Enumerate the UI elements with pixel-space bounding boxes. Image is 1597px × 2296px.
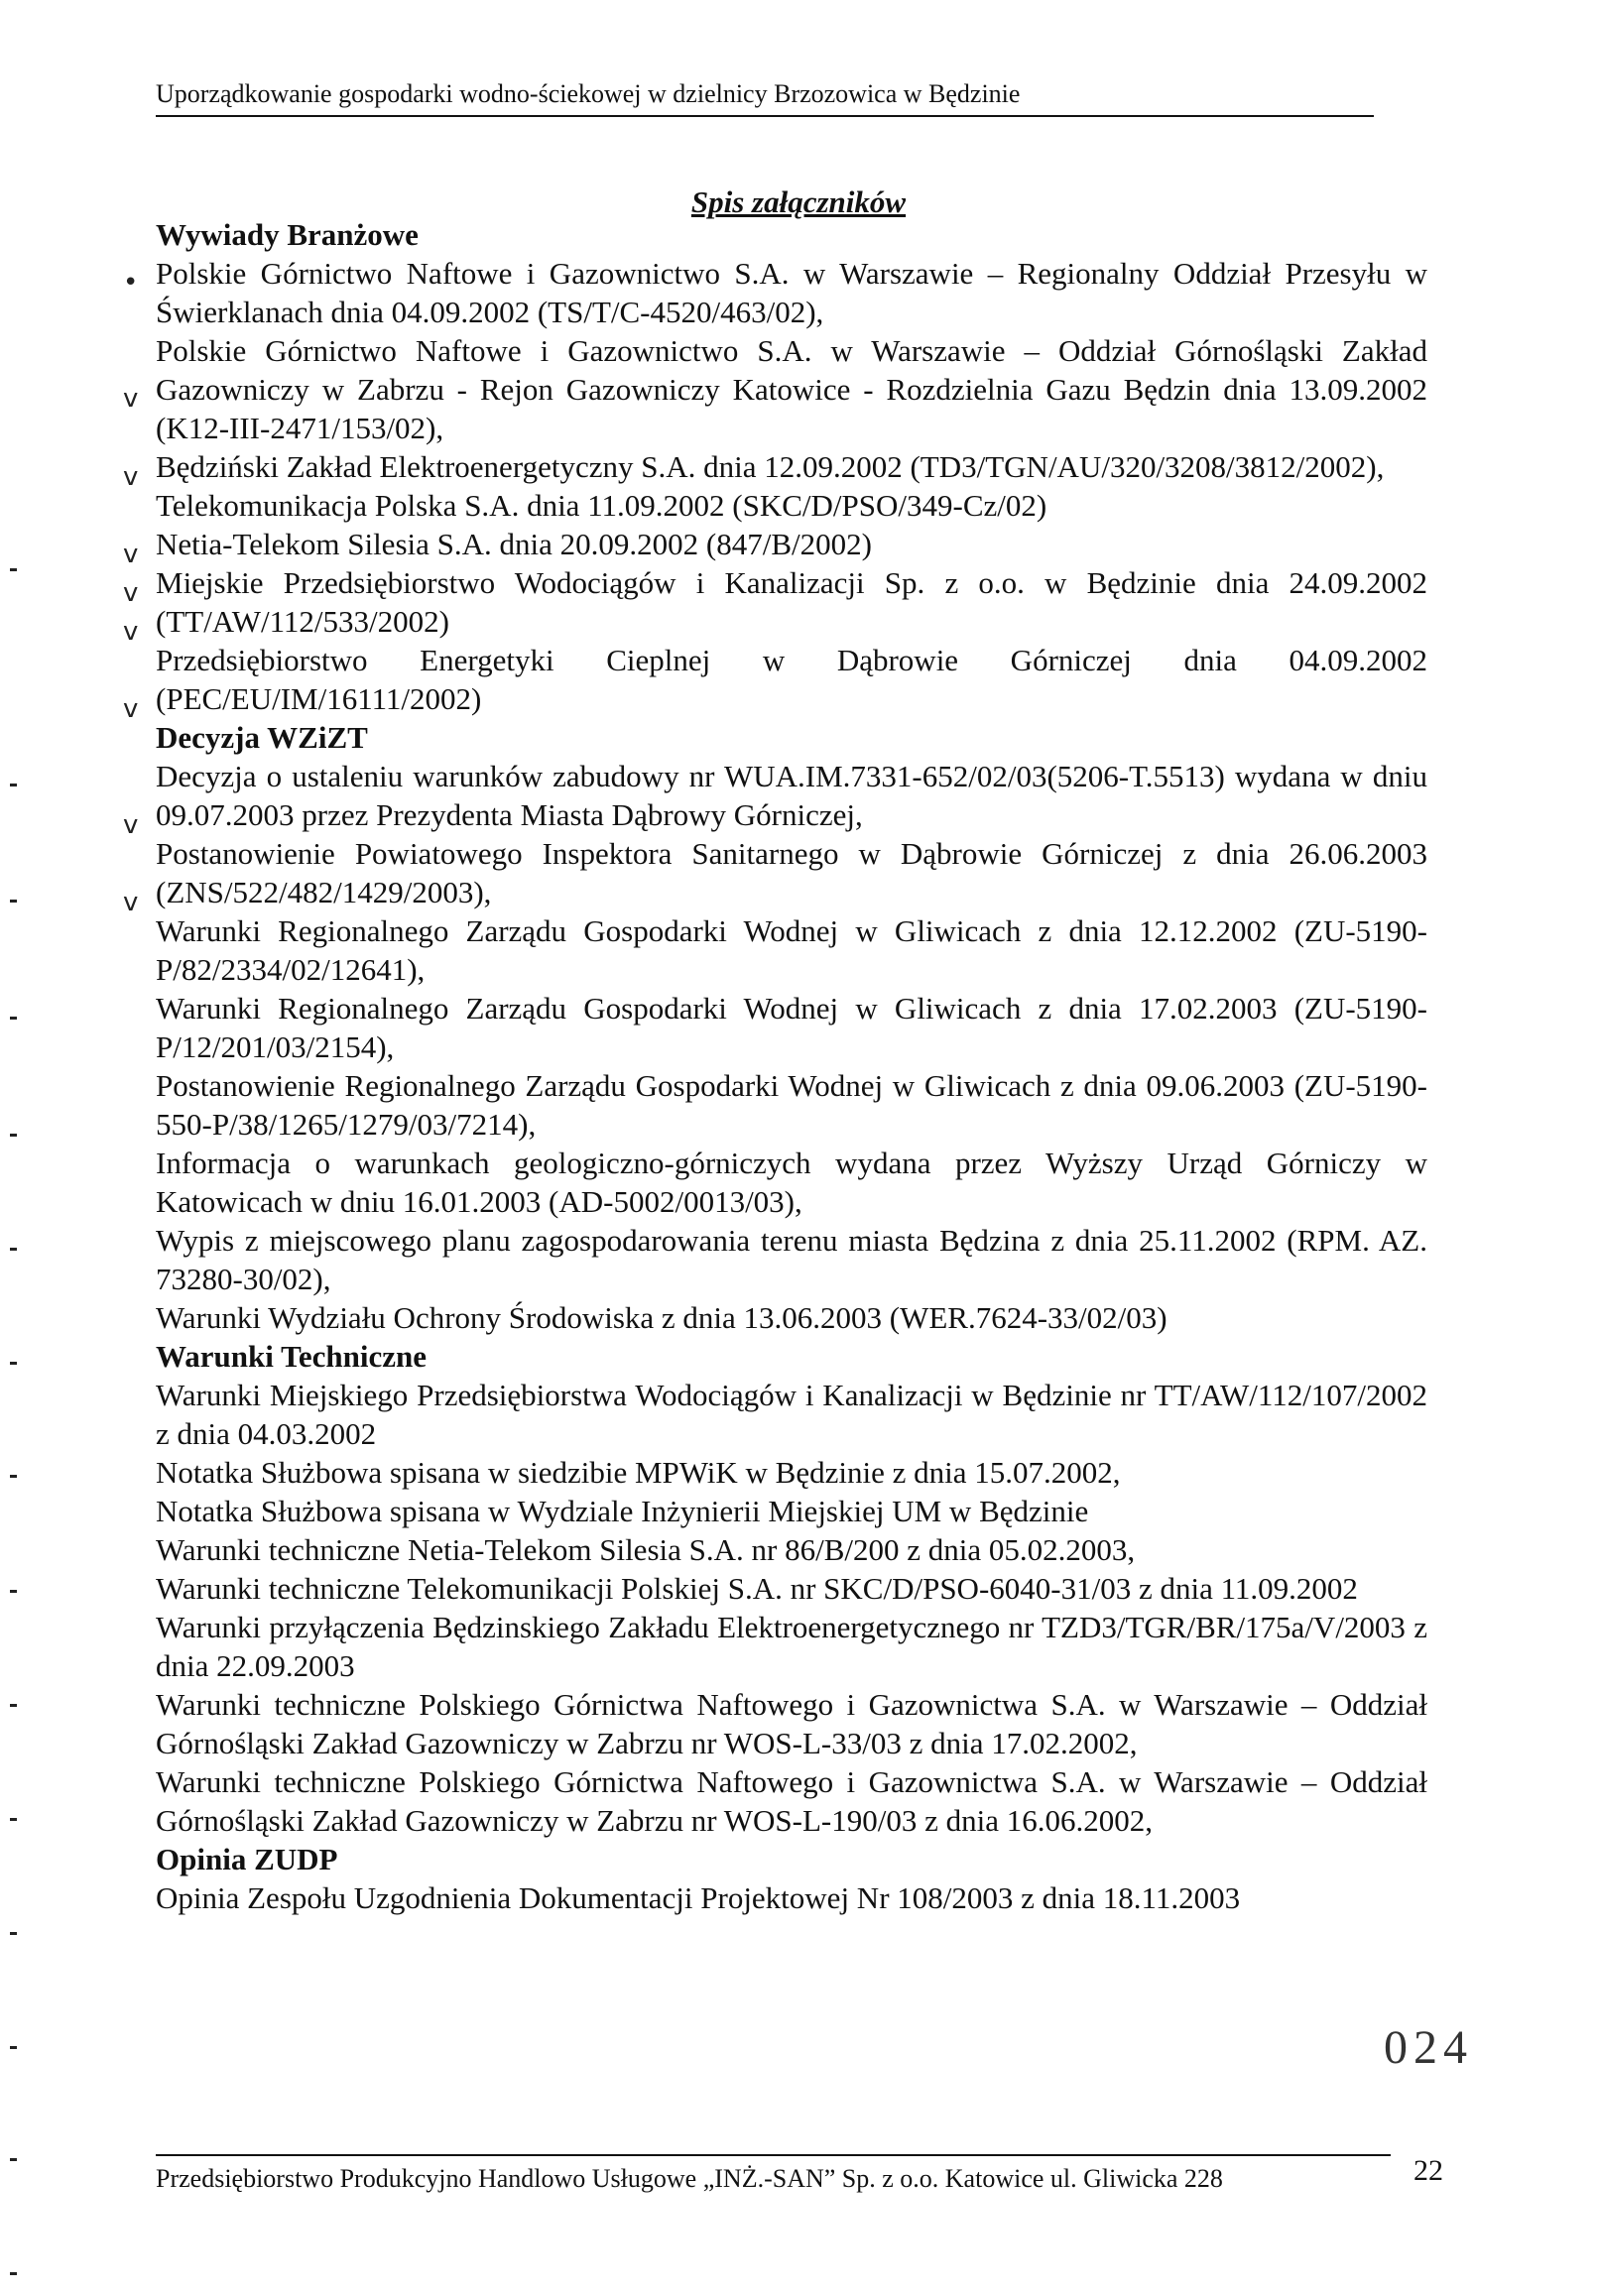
scan-mark [10, 1362, 17, 1365]
list-item: Polskie Górnictwo Naftowe i Gazownictwo S.A. w Warszawie – Regionalny Oddział Przesyłu w Świerklanach dnia 04.09.2002 (TS/T/C-4520/463/02), [156, 256, 1427, 329]
check-mark: v [123, 540, 139, 569]
section-heading-decyzja: Decyzja WZiZT [156, 720, 368, 755]
running-footer: Przedsiębiorstwo Produkcyjno Handlowo Usługowe „INŻ.-SAN” Sp. z o.o. Katowice ul. Gliwicka 228 [156, 2164, 1223, 2193]
scan-mark [10, 784, 17, 786]
list-item: Netia-Telekom Silesia S.A. dnia 20.09.2002 (847/B/2002) [156, 527, 872, 561]
list-item: Warunki przyłączenia Będzinskiego Zakładu Elektroenergetycznego nr TZD3/TGR/BR/175a/V/2003 z dnia 22.09.2003 [156, 1610, 1427, 1683]
list-item: Notatka Służbowa spisana w siedzibie MPWiK w Będzinie z dnia 15.07.2002, [156, 1455, 1121, 1490]
scan-mark [10, 2158, 17, 2161]
list-item: Informacja o warunkach geologiczno-górniczych wydana przez Wyższy Urząd Górniczy w Katowicach w dniu 16.01.2003 (AD-5002/0013/03), [156, 1146, 1427, 1219]
document-title: Spis załączników [690, 184, 907, 219]
scan-mark [10, 1475, 17, 1478]
check-mark: • [123, 268, 139, 298]
list-item: Polskie Górnictwo Naftowe i Gazownictwo S.A. w Warszawie – Oddział Górnośląski Zakład Gazowniczy w Zabrzu - Rejon Gazowniczy Katowice - Rozdzielnia Gazu Będzin dnia 13.09.2002 (K12-III-2471/153/02), [156, 333, 1427, 445]
list-item: Wypis z miejscowego planu zagospodarowania terenu miasta Będzina z dnia 25.11.2002 (RPM. AZ. 73280-30/02), [156, 1223, 1427, 1296]
check-mark: v [123, 617, 139, 647]
list-item: Notatka Służbowa spisana w Wydziale Inżynierii Miejskiej UM w Będzinie [156, 1494, 1089, 1528]
list-item: Warunki techniczne Polskiego Górnictwa Naftowego i Gazownictwa S.A. w Warszawie – Oddział Górnośląski Zakład Gazowniczy w Zabrzu nr WOS-L-190/03 z dnia 16.06.2002, [156, 1764, 1427, 1838]
list-item: Warunki Wydziału Ochrony Środowiska z dnia 13.06.2003 (WER.7624-33/02/03) [156, 1300, 1167, 1335]
scan-mark [10, 900, 17, 903]
list-item: Warunki Miejskiego Przedsiębiorstwa Wodociągów i Kanalizacji w Będzinie nr TT/AW/112/107/2002 z dnia 04.03.2002 [156, 1378, 1427, 1451]
list-item: Będziński Zakład Elektroenergetyczny S.A. dnia 12.09.2002 (TD3/TGN/AU/320/3208/3812/2002), [156, 449, 1385, 484]
check-mark: v [123, 462, 139, 492]
check-mark: v [123, 578, 139, 608]
section-heading-warunki: Warunki Techniczne [156, 1339, 428, 1374]
list-item: Warunki techniczne Netia-Telekom Silesia S.A. nr 86/B/200 z dnia 05.02.2003, [156, 1532, 1136, 1567]
footer-rule [156, 2154, 1391, 2156]
check-mark: v [123, 384, 139, 414]
page-stamp: 024 [1384, 2021, 1473, 2074]
scan-mark [10, 1017, 17, 1020]
list-item: Warunki techniczne Telekomunikacji Polskiej S.A. nr SKC/D/PSO-6040-31/03 z dnia 11.09.2002 [156, 1571, 1358, 1606]
list-item: Warunki Regionalnego Zarządu Gospodarki Wodnej w Gliwicach z dnia 17.02.2003 (ZU-5190-P/12/201/03/2154), [156, 991, 1427, 1064]
attachments-list [156, 215, 1427, 1917]
list-item: Warunki techniczne Polskiego Górnictwa Naftowego i Gazownictwa S.A. w Warszawie – Oddział Górnośląski Zakład Gazowniczy w Zabrzu nr WOS-L-33/03 z dnia 17.02.2002, [156, 1687, 1427, 1760]
scan-mark [10, 1818, 17, 1821]
list-item: Przedsiębiorstwo Energetyki Cieplnej w Dąbrowie Górniczej dnia 04.09.2002 (PEC/EU/IM/16111/2002) [156, 643, 1427, 716]
scan-mark [10, 568, 17, 571]
header-rule [156, 115, 1374, 117]
scan-mark [10, 1248, 17, 1251]
list-item: Miejskie Przedsiębiorstwo Wodociągów i Kanalizacji Sp. z o.o. w Będzinie dnia 24.09.2002 (TT/AW/112/533/2002) [156, 565, 1427, 639]
scan-mark [10, 1932, 17, 1935]
check-mark: v [123, 888, 139, 917]
list-item: Warunki Regionalnego Zarządu Gospodarki Wodnej w Gliwicach z dnia 12.12.2002 (ZU-5190-P/82/2334/02/12641), [156, 913, 1427, 987]
list-item: Telekomunikacja Polska S.A. dnia 11.09.2002 (SKC/D/PSO/349-Cz/02) [156, 488, 1047, 523]
running-header: Uporządkowanie gospodarki wodno-ściekowej w dzielnicy Brzozowica w Będzinie [156, 79, 1021, 108]
scan-mark [10, 1704, 17, 1707]
scan-mark [10, 1134, 17, 1137]
scan-mark [10, 2272, 17, 2275]
section-heading-opinia: Opinia ZUDP [156, 1842, 338, 1876]
list-item: Opinia Zespołu Uzgodnienia Dokumentacji Projektowej Nr 108/2003 z dnia 18.11.2003 [156, 1880, 1241, 1915]
scan-mark [10, 2046, 17, 2049]
scan-mark [10, 1590, 17, 1593]
check-mark: v [123, 810, 139, 840]
page-number: 22 [1413, 2154, 1443, 2187]
list-item: Postanowienie Powiatowego Inspektora Sanitarnego w Dąbrowie Górniczej z dnia 26.06.2003 (ZNS/522/482/1429/2003), [156, 836, 1427, 909]
check-mark: v [123, 694, 139, 724]
section-heading-wywiady: Wywiady Branżowe [156, 217, 419, 252]
list-item: Postanowienie Regionalnego Zarządu Gospodarki Wodnej w Gliwicach z dnia 09.06.2003 (ZU-5190-550-P/38/1265/1279/03/7214), [156, 1068, 1427, 1142]
list-item: Decyzja o ustaleniu warunków zabudowy nr WUA.IM.7331-652/02/03(5206-T.5513) wydana w dniu 09.07.2003 przez Prezydenta Miasta Dąbrowy Górniczej, [156, 759, 1427, 832]
